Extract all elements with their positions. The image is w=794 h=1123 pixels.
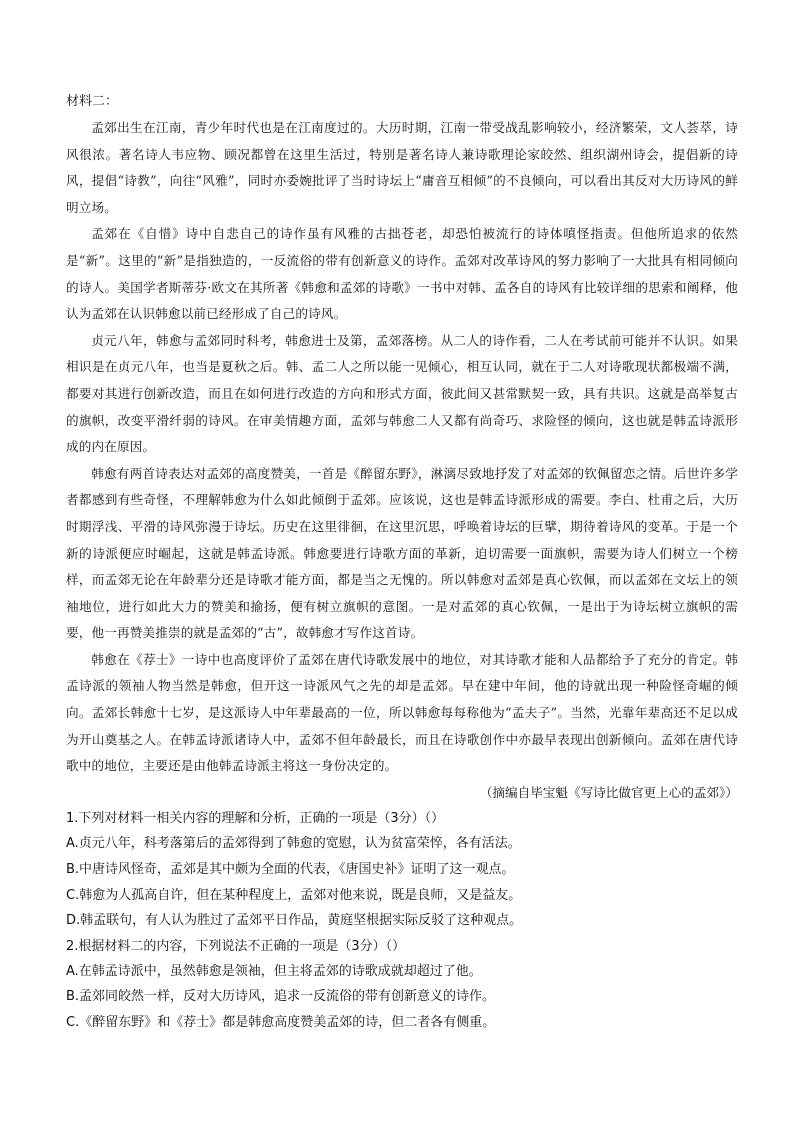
paragraph-2: 孟郊在《自惜》诗中自悲自己的诗作虽有风雅的古拙苍老，却恐怕被流行的诗体嗔怪指责。但他所追求的依然是“新”。这里的“新”是指独造的，一反流俗的带有创新意义的诗作。孟郊对改革诗风的努力影响了一大批具有相同倾向的诗人。美国学者斯蒂芬·欧文在其所著《韩愈和孟郊的诗歌》一书中对韩、孟各自的诗风有比较详细的思索和阐释，他认为孟郊在认识韩愈以前已经形成了自己的诗风。 [66,226,738,322]
paragraph-5: 韩愈在《荐士》一诗中也高度评价了孟郊在唐代诗歌发展中的地位，对其诗歌才能和人品都给予了充分的肯定。韩孟诗派的领袖人物当然是韩愈，但开这一诗派风气之先的却是孟郊。早在建中年间，他的诗就出现一种险怪奇崛的倾向。孟郊长韩愈十七岁，是这派诗人中年辈最高的一位，所以韩愈每每称他为“孟夫子”。当然，光靠年辈高还不足以成为开山奠基之人。在韩孟诗派诸诗人中，孟郊不但年龄最长，而且在诗歌创作中亦最早表现出创新倾向。孟郊在唐代诗歌中的地位，主要还是由他韩孟诗派主将这一身份决定的。 [66,651,738,774]
question-2 [66,934,738,1036]
question-stem: 2.根据材料二的内容，下列说法不正确的一项是（3分）（） [66,938,406,954]
source-citation: （摘编自毕宝魁《写诗比做官更上心的孟郊》） [479,784,738,800]
material-heading: 材料二： [66,94,119,109]
question-stem: 1.下列对材料一相关内容的理解和分析，正确的一项是（3分）（） [66,811,445,827]
paragraph-3: 贞元八年，韩愈与孟郊同时科考，韩愈进士及第，孟郊落榜。从二人的诗作看，二人在考试前可能并不认识。如果相识是在贞元八年，也当是夏秋之后。韩、孟二人之所以能一见倾心，相互认同，就在于二人对诗歌现状都极端不满，都要对其进行创新改造，而且在如何进行改造的方向和形式方面，彼此间又甚常默契一致，具有共识。这就是高举复古的旗帜，改变平滑纤弱的诗风。在审美情趣方面，孟郊与韩愈二人又都有尚奇巧、求险怪的倾向，这也就是韩孟诗派形成的内在原因。 [66,332,738,455]
option-c: C.韩愈为人孤高自许，但在某种程度上，孟郊对他来说，既是良师，又是益友。 [66,887,522,903]
option-b: B.孟郊同皎然一样，反对大历诗风，追求一反流俗的带有创新意义的诗作。 [66,989,496,1005]
option-c: C.《醉留东野》和《荐士》都是韩愈高度赞美孟郊的诗，但二者各有侧重。 [66,1015,496,1030]
paragraph-1: 孟郊出生在江南，青少年时代也是在江南度过的。大历时期，江南一带受战乱影响较小，经济繁荣，文人荟萃，诗风很浓。著名诗人韦应物、顾况都曾在这里生活过，特别是著名诗人兼诗歌理论家皎然、组织湖州诗会，提倡新的诗风，提倡“诗教”，向往“风雅”，同时亦委婉批评了当时诗坛上“庸音互相倾”的不良倾向，可以看出其反对大历诗风的鲜明立场。 [66,120,738,215]
option-d: D.韩孟联句，有人认为胜过了孟郊平日作品，黄庭坚根据实际反驳了这种观点。 [66,913,523,929]
question-1 [66,806,738,933]
option-a: A.在韩孟诗派中，虽然韩愈是领袖，但主将孟郊的诗歌成就却超过了他。 [66,963,482,979]
paragraph-4: 韩愈有两首诗表达对孟郊的高度赞美，一首是《醉留东野》，淋漓尽致地抒发了对孟郊的钦佩留恋之情。后世许多学者都感到有些奇怪，不理解韩愈为什么如此倾倒于孟郊。应该说，这也是韩孟诗派形成的需要。李白、杜甫之后，大历时期浮浅、平滑的诗风弥漫于诗坛。历史在这里徘徊，在这里沉思，呼唤着诗坛的巨擘，期待着诗风的变革。于是一个新的诗派便应时崛起，这就是韩孟诗派。韩愈要进行诗歌方面的革新，迫切需要一面旗帜，需要为诗人们树立一个榜样，而孟郊无论在年龄辈分还是诗歌才能方面，都是当之无愧的。所以韩愈对孟郊是真心钦佩，而以孟郊在文坛上的领袖地位，进行如此大力的赞美和揄扬，便有树立旗帜的意图。一是对孟郊的真心钦佩，一是出于为诗坛树立旗帜的需要，他一再赞美推崇的就是孟郊的“古”，故韩愈才写作这首诗。 [66,465,738,641]
option-b: B.中唐诗风怪奇，孟郊是其中颇为全面的代表，《唐国史补》证明了这一观点。 [66,862,515,878]
option-a: A.贞元八年，科考落第后的孟郊得到了韩愈的宽慰，认为贫富荣悴，各有活法。 [66,836,521,852]
